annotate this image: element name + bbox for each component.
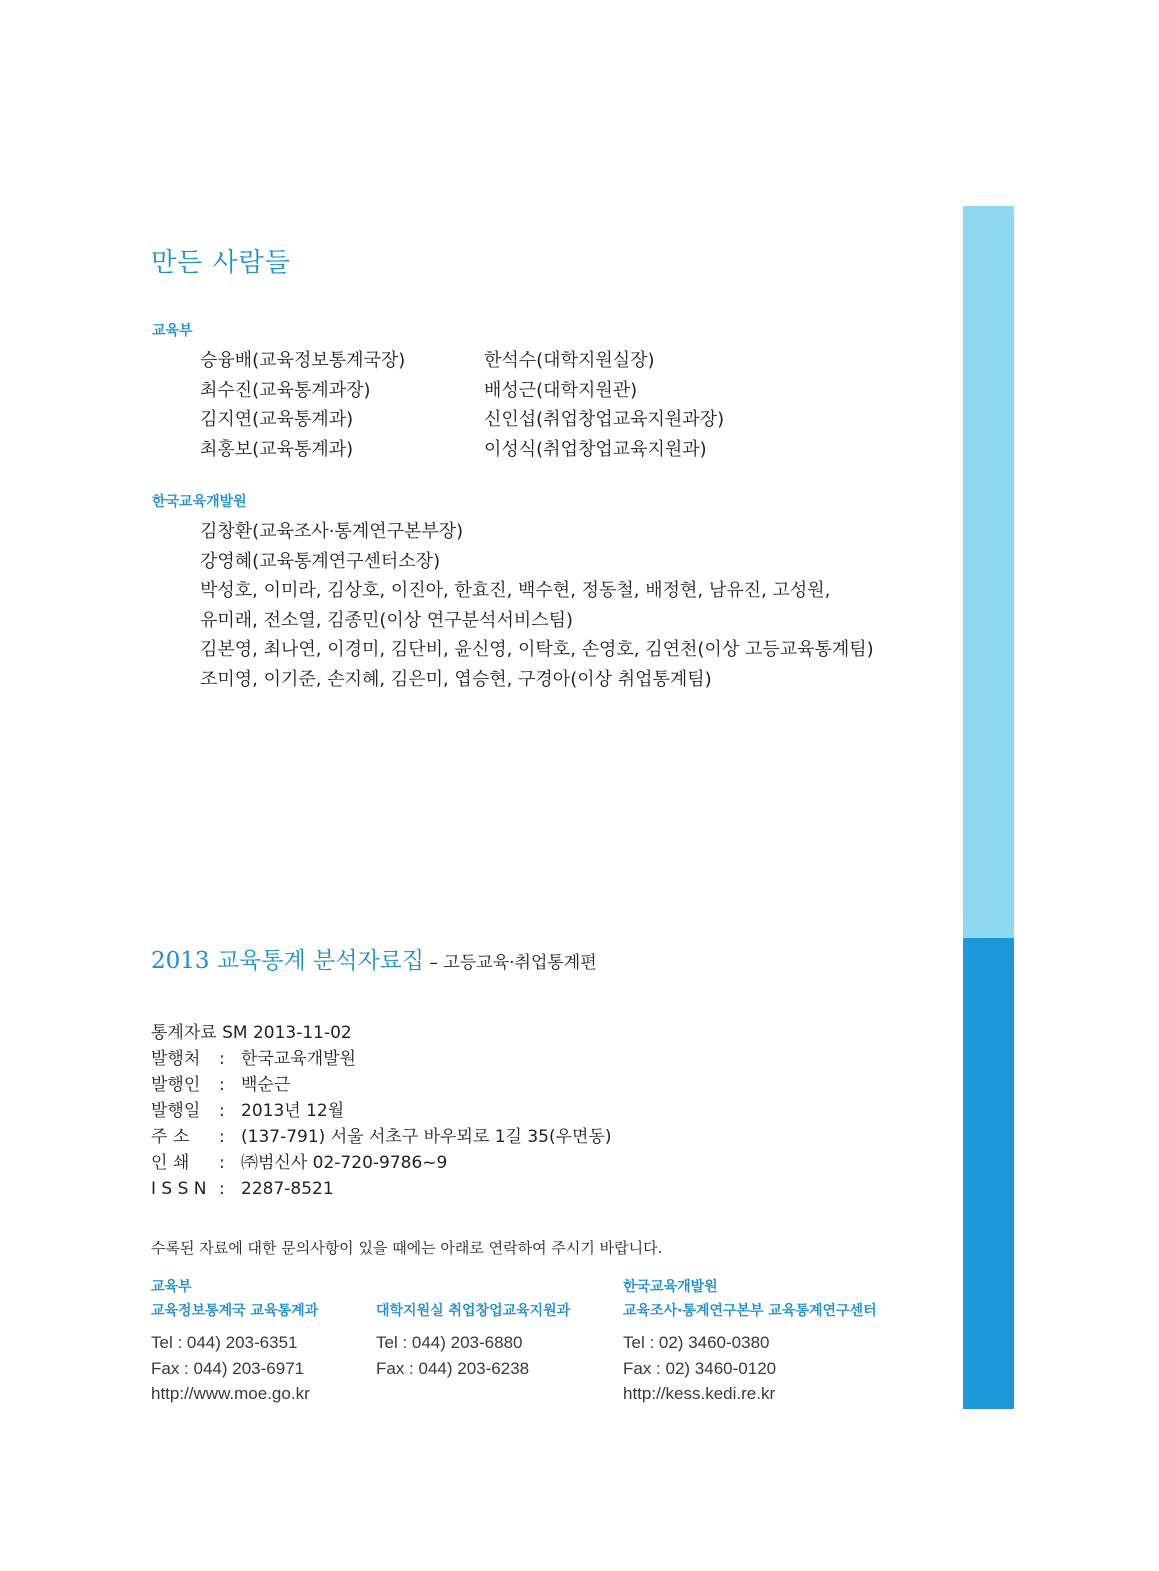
contact-url-link[interactable]: http://kess.kedi.re.kr	[623, 1384, 776, 1403]
staff-name: 승융배(교육정보통계국장)	[200, 350, 406, 371]
staff-name: 이성식(취업창업교육지원과)	[484, 438, 707, 460]
pub-row	[151, 1150, 612, 1176]
publication-info	[151, 1020, 612, 1202]
pub-colon: :	[219, 1153, 225, 1173]
side-stripe-light	[963, 206, 1014, 938]
staff-line: 박성호, 이미라, 김상호, 이진아, 한효진, 백수현, 정동철, 배정현, 남유진, 고성원,	[200, 580, 831, 601]
kedi-heading: 한국교육개발원	[152, 494, 247, 510]
pub-value: 백순근	[241, 1075, 291, 1095]
pub-row	[151, 1072, 612, 1098]
credits-title: 만든 사람들	[151, 248, 291, 278]
staff-line: 김창환(교육조사·통계연구본부장)	[200, 521, 464, 542]
staff-name: 신인섭(취업창업교육지원과장)	[484, 409, 725, 430]
pub-label: 발행인	[151, 1075, 201, 1095]
contact-fax: Fax : 02) 3460-0120	[623, 1358, 777, 1378]
contact-dept: 교육조사·통계연구본부 교육통계연구센터	[623, 1303, 877, 1319]
pub-row	[151, 1124, 612, 1150]
moe-staff-left	[200, 346, 405, 464]
contact-tel: Tel : 044) 203-6880	[376, 1333, 523, 1352]
moe-staff-right	[484, 346, 724, 464]
staff-name: 김지연(교육통계과)	[200, 409, 354, 430]
pub-value: ㈜범신사 02-720-9786~9	[241, 1153, 448, 1173]
pub-value: 한국교육개발원	[241, 1049, 356, 1069]
book-title-main: 2013 교육통계 분석자료집	[151, 948, 425, 974]
contact-tel: Tel : 02) 3460-0380	[623, 1333, 770, 1352]
side-stripe-dark	[963, 938, 1014, 1409]
pub-colon: :	[219, 1075, 225, 1095]
staff-name: 최수진(교육통계과장)	[200, 379, 371, 401]
staff-name: 한석수(대학지원실장)	[484, 350, 655, 371]
contact-fax: Fax : 044) 203-6971	[151, 1358, 305, 1378]
contact-org: 한국교육개발원	[623, 1279, 718, 1295]
pub-row	[151, 1098, 612, 1124]
pub-label: 발행일	[151, 1101, 201, 1121]
book-title	[151, 942, 597, 975]
pub-colon: :	[219, 1049, 225, 1069]
pub-colon: :	[219, 1179, 225, 1199]
moe-heading: 교육부	[152, 323, 193, 339]
contact-dept: 교육정보통계국 교육통계과	[151, 1303, 319, 1319]
staff-line: 김본영, 최나연, 이경미, 김단비, 윤신영, 이탁호, 손영호, 김연천(이상 고등교육통계팀)	[200, 639, 874, 660]
contact-fax: Fax : 044) 203-6238	[376, 1358, 530, 1378]
pub-row	[151, 1176, 612, 1202]
pub-label: 발행처	[151, 1049, 201, 1069]
contact-tel: Tel : 044) 203-6351	[151, 1333, 298, 1352]
kedi-staff	[200, 517, 874, 694]
staff-name: 배성근(대학지원관)	[484, 379, 638, 401]
pub-value: (137-791) 서울 서초구 바우뫼로 1길 35(우면동)	[241, 1127, 612, 1147]
contact-moe-statistics	[151, 1275, 318, 1407]
series-number: 통계자료 SM 2013-11-02	[151, 1023, 352, 1043]
contact-org	[376, 1275, 570, 1299]
contact-org: 교육부	[151, 1279, 192, 1295]
staff-line: 강영혜(교육통계연구센터소장)	[200, 550, 441, 572]
contact-kedi	[623, 1275, 877, 1407]
contact-dept: 대학지원실 취업창업교육지원과	[376, 1303, 571, 1319]
pub-value: 2287-8521	[241, 1179, 334, 1199]
staff-name: 최홍보(교육통계과)	[200, 438, 354, 460]
pub-colon: :	[219, 1127, 225, 1147]
staff-line: 유미래, 전소열, 김종민(이상 연구분석서비스팀)	[200, 609, 574, 631]
pub-value: 2013년 12월	[241, 1101, 345, 1121]
pub-label: 인 쇄	[151, 1153, 190, 1173]
contact-moe-employment	[376, 1275, 570, 1381]
contact-url-link[interactable]: http://www.moe.go.kr	[151, 1384, 310, 1403]
book-title-sub: – 고등교육·취업통계편	[424, 953, 597, 973]
inquiry-notice: 수록된 자료에 대한 문의사항이 있을 때에는 아래로 연락하여 주시기 바랍니다.	[151, 1239, 663, 1257]
staff-line: 조미영, 이기준, 손지혜, 김은미, 엽승현, 구경아(이상 취업통계팀)	[200, 668, 712, 690]
pub-label: I S S N	[151, 1179, 207, 1199]
pub-label: 주 소	[151, 1127, 190, 1147]
pub-row	[151, 1046, 612, 1072]
pub-colon: :	[219, 1101, 225, 1121]
